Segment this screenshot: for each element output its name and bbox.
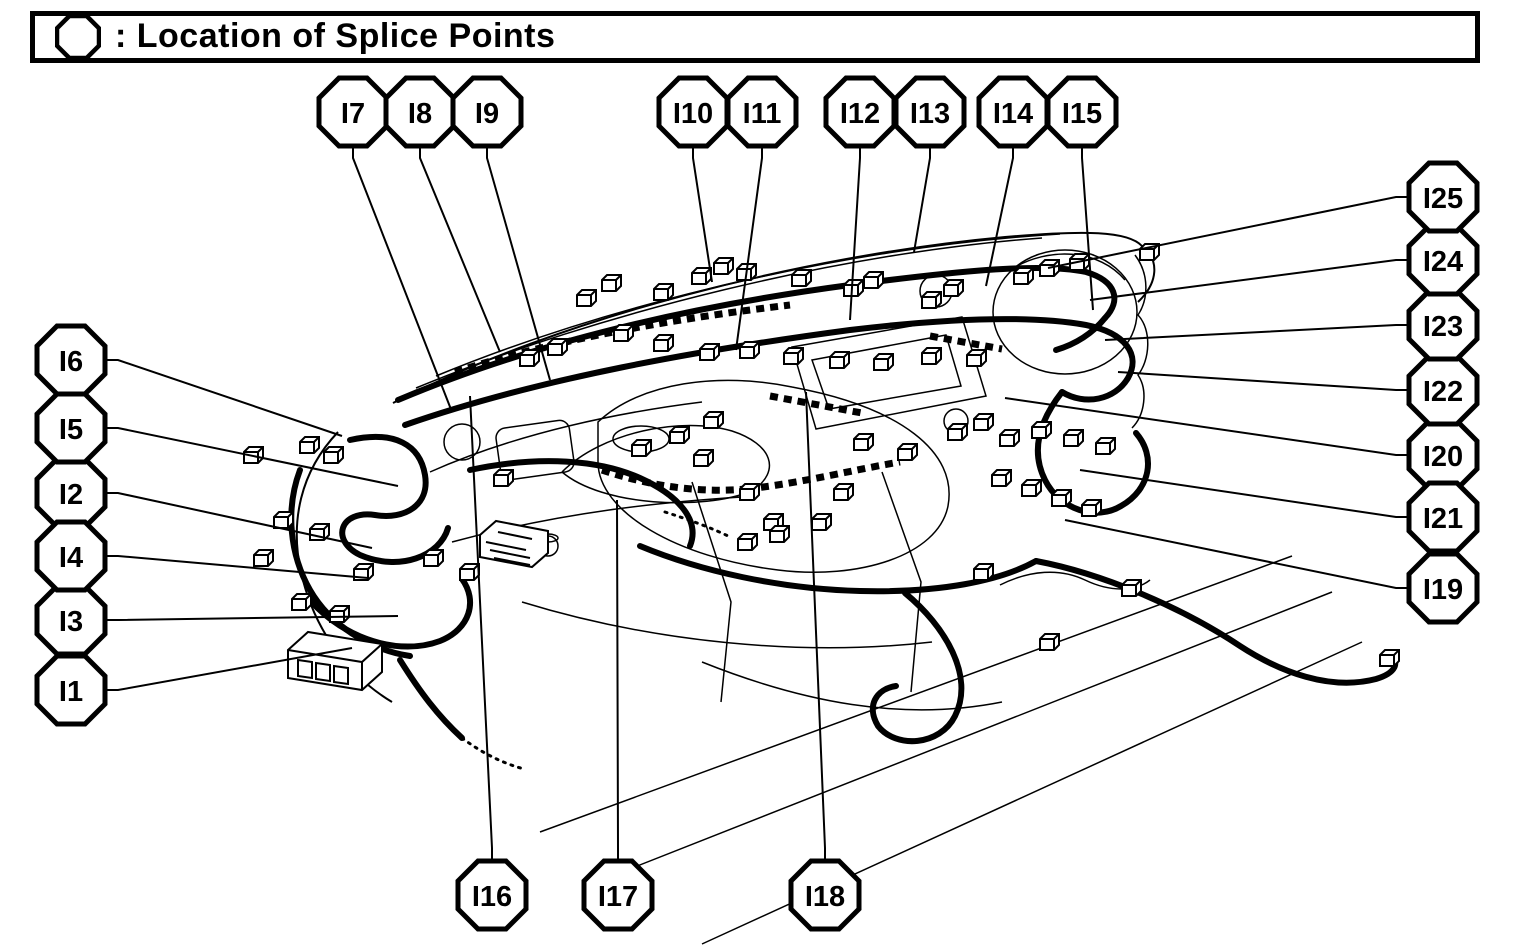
- splice-marker-i4: [37, 522, 105, 590]
- connector-box-icon: [654, 335, 673, 351]
- splice-marker-label: I20: [1422, 441, 1464, 473]
- splice-marker-i24: [1409, 226, 1477, 294]
- leader-line: [617, 500, 618, 861]
- connector-box-icon: [967, 350, 986, 366]
- connector-box-icon: [704, 412, 723, 428]
- leader-line: [105, 493, 372, 548]
- splice-marker-label: I1: [58, 676, 84, 708]
- connector-box-icon: [692, 268, 711, 284]
- connector-box-icon: [1380, 650, 1399, 666]
- leader-line: [420, 146, 500, 352]
- connector-box-icon: [1032, 422, 1051, 438]
- splice-marker-i22: [1409, 356, 1477, 424]
- splice-marker-label: I12: [839, 98, 881, 130]
- splice-marker-label: I7: [340, 98, 366, 130]
- splice-marker-i2: [37, 459, 105, 527]
- leader-line: [806, 392, 825, 861]
- connector-box-icon: [992, 470, 1011, 486]
- splice-marker-label: I24: [1422, 246, 1464, 278]
- connector-box-icon: [922, 292, 941, 308]
- splice-marker-label: I22: [1422, 376, 1464, 408]
- connector-box-icon: [300, 437, 319, 453]
- connector-box-icon: [1000, 430, 1019, 446]
- connector-box-icon: [714, 258, 733, 274]
- splice-marker-label: I15: [1061, 98, 1103, 130]
- splice-marker-label: I9: [474, 98, 500, 130]
- connector-box-icon: [864, 272, 883, 288]
- leader-line: [105, 360, 342, 436]
- splice-marker-label: I23: [1422, 311, 1464, 343]
- splice-marker-i19: [1409, 554, 1477, 622]
- leader-line: [1065, 520, 1409, 588]
- connector-box-icon: [770, 526, 789, 542]
- connector-box-icon: [654, 284, 673, 300]
- connector-box-icon: [834, 484, 853, 500]
- leader-line: [693, 146, 712, 282]
- leader-line: [1048, 197, 1409, 268]
- connector-box-icon: [1082, 500, 1101, 516]
- leader-line: [105, 616, 398, 620]
- splice-marker-i23: [1409, 291, 1477, 359]
- splice-marker-label: I8: [407, 98, 433, 130]
- splice-marker-label: I14: [992, 98, 1034, 130]
- leader-line: [353, 146, 452, 412]
- splice-markers: [37, 78, 1477, 929]
- connector-box-icon: [614, 325, 633, 341]
- splice-marker-label: I16: [471, 881, 513, 913]
- connector-box-icon: [424, 550, 443, 566]
- connector-box-icon: [292, 594, 311, 610]
- leader-line: [914, 146, 930, 252]
- splice-marker-i9: [453, 78, 521, 146]
- connector-box-icon: [494, 470, 513, 486]
- leader-line: [1118, 372, 1409, 390]
- splice-marker-i10: [659, 78, 727, 146]
- splice-marker-i7: [319, 78, 387, 146]
- connector-box-icon: [792, 270, 811, 286]
- splice-marker-i17: [584, 861, 652, 929]
- connector-box-icon: [330, 606, 349, 622]
- connector-box-icon: [830, 352, 849, 368]
- connector-box-icon: [700, 344, 719, 360]
- connector-box-icon: [1122, 580, 1141, 596]
- connector-box-icon: [460, 564, 479, 580]
- connector-box-icon: [1040, 634, 1059, 650]
- connector-box-icon: [520, 350, 539, 366]
- connector-box-icon: [812, 514, 831, 530]
- splice-marker-i20: [1409, 421, 1477, 489]
- splice-marker-label: I19: [1422, 574, 1464, 606]
- splice-marker-i16: [458, 861, 526, 929]
- connector-box-icon: [324, 447, 343, 463]
- connector-box-icon: [274, 512, 293, 528]
- connector-box-icon: [548, 339, 567, 355]
- connector-box-icon: [577, 290, 596, 306]
- connector-box-icon: [874, 354, 893, 370]
- splice-marker-i8: [386, 78, 454, 146]
- connector-box-icon: [632, 440, 651, 456]
- splice-marker-label: I18: [804, 881, 846, 913]
- connector-box-icon: [1052, 490, 1071, 506]
- leader-line: [105, 556, 368, 578]
- splice-marker-i6: [37, 326, 105, 394]
- harness-paths: [291, 268, 1395, 769]
- connector-box-icon: [738, 534, 757, 550]
- splice-marker-label: I11: [742, 98, 782, 130]
- connector-box-icon: [1064, 430, 1083, 446]
- splice-marker-i12: [826, 78, 894, 146]
- connector-box-icon: [1096, 438, 1115, 454]
- connector-box-icon: [854, 434, 873, 450]
- leader-line: [986, 146, 1013, 286]
- connector-box-icon: [694, 450, 713, 466]
- splice-marker-i25: [1409, 163, 1477, 231]
- splice-marker-label: I4: [58, 542, 84, 574]
- splice-marker-i3: [37, 586, 105, 654]
- connector-box-icon: [670, 427, 689, 443]
- splice-marker-i13: [896, 78, 964, 146]
- leader-line: [1080, 470, 1409, 517]
- connector-box-icon: [974, 564, 993, 580]
- splice-marker-label: I3: [58, 606, 84, 638]
- splice-marker-label: I25: [1422, 183, 1464, 215]
- splice-marker-i1: [37, 656, 105, 724]
- connector-box-icon: [740, 484, 759, 500]
- connector-box-icon: [944, 280, 963, 296]
- connector-box-icon: [974, 414, 993, 430]
- splice-marker-label: I10: [672, 98, 714, 130]
- splice-marker-i11: [728, 78, 796, 146]
- splice-marker-i5: [37, 394, 105, 462]
- connector-box-icon: [254, 550, 273, 566]
- splice-marker-label: I17: [597, 881, 639, 913]
- leader-line: [736, 146, 762, 350]
- splice-marker-i21: [1409, 483, 1477, 551]
- splice-marker-label: I6: [58, 346, 84, 378]
- splice-marker-i15: [1048, 78, 1116, 146]
- connector-box-icon: [898, 444, 917, 460]
- connector-box-icon: [1022, 480, 1041, 496]
- splice-marker-label: I5: [58, 414, 84, 446]
- leader-line: [1105, 325, 1409, 340]
- splice-marker-label: I21: [1422, 503, 1464, 535]
- splice-marker-i14: [979, 78, 1047, 146]
- junction-block: [288, 521, 548, 690]
- splice-marker-i18: [791, 861, 859, 929]
- leader-line: [1090, 260, 1409, 300]
- splice-marker-label: I2: [58, 479, 84, 511]
- connector-box-icon: [784, 348, 803, 364]
- connector-box-icon: [740, 342, 759, 358]
- splice-marker-label: I13: [909, 98, 951, 130]
- connector-box-icon: [844, 280, 863, 296]
- connector-box-icon: [602, 275, 621, 291]
- connector-box-icon: [1014, 268, 1033, 284]
- connector-box-icon: [948, 424, 967, 440]
- connector-box-icon: [922, 348, 941, 364]
- legend-title: : Location of Splice Points: [115, 16, 556, 55]
- leader-line: [1082, 146, 1093, 310]
